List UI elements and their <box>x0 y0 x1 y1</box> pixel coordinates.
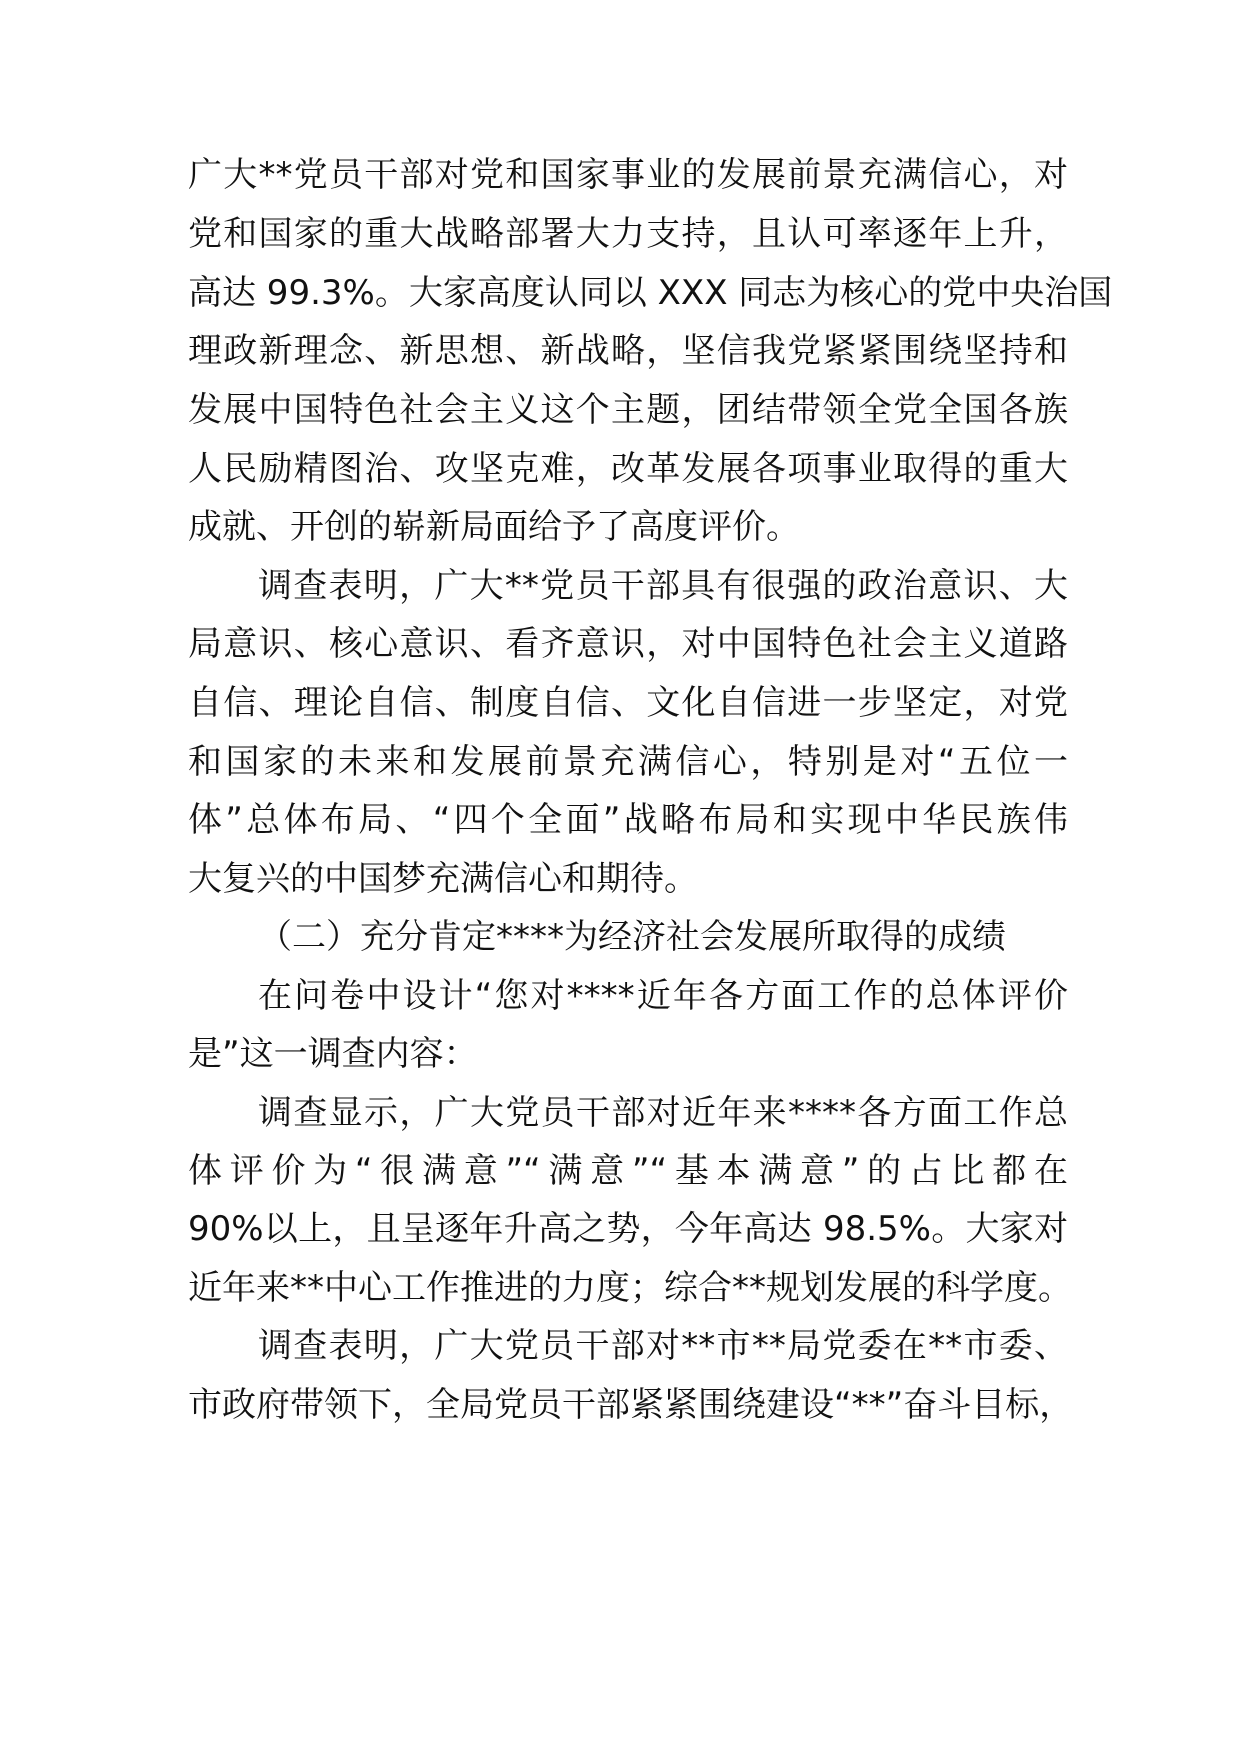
text-line: 高达 99.3%。大家高度认同以 XXX 同志为核心的党中央治国 <box>188 273 1113 313</box>
section-heading: （二）充分肯定****为经济社会发展所取得的成绩 <box>258 917 1006 957</box>
text-line: 理政新理念、新思想、新战略，坚信我党紧紧围绕坚持和 <box>188 331 1068 371</box>
text-line: 近年来**中心工作推进的力度；综合**规划发展的科学度。 <box>188 1268 1072 1308</box>
text-line: 90%以上，且呈逐年升高之势，今年高达 98.5%。大家对 <box>188 1209 1068 1249</box>
text-line: 体”总体布局、“四个全面”战略布局和实现中华民族伟 <box>188 800 1068 840</box>
text-line: 在问卷中设计“您对****近年各方面工作的总体评价 <box>258 976 1068 1016</box>
text-line: 大复兴的中国梦充满信心和期待。 <box>188 859 698 899</box>
text-line: 局意识、核心意识、看齐意识，对中国特色社会主义道路 <box>188 624 1068 664</box>
text-line: 发展中国特色社会主义这个主题，团结带领全党全国各族 <box>188 390 1068 430</box>
text-line: 调查表明，广大党员干部对**市**局党委在**市委、 <box>258 1326 1068 1366</box>
text-line: 人民励精图治、攻坚克难，改革发展各项事业取得的重大 <box>188 449 1068 489</box>
text-line: 体评价为“很满意”“满意”“基本满意”的占比都在 <box>188 1151 1068 1191</box>
text-line: 和国家的未来和发展前景充满信心，特别是对“五位一 <box>188 742 1068 782</box>
text-line: 是”这一调查内容： <box>188 1034 478 1074</box>
text-line: 市政府带领下，全局党员干部紧紧围绕建设“**”奋斗目标， <box>188 1385 1074 1425</box>
text-line: 广大**党员干部对党和国家事业的发展前景充满信心，对 <box>188 155 1068 195</box>
text-line: 党和国家的重大战略部署大力支持，且认可率逐年上升， <box>188 214 1068 254</box>
text-line: 调查表明，广大**党员干部具有很强的政治意识、大 <box>258 566 1068 606</box>
text-line: 成就、开创的崭新局面给予了高度评价。 <box>188 507 800 547</box>
text-line: 自信、理论自信、制度自信、文化自信进一步坚定，对党 <box>188 683 1068 723</box>
text-line: 调查显示，广大党员干部对近年来****各方面工作总 <box>258 1093 1068 1133</box>
